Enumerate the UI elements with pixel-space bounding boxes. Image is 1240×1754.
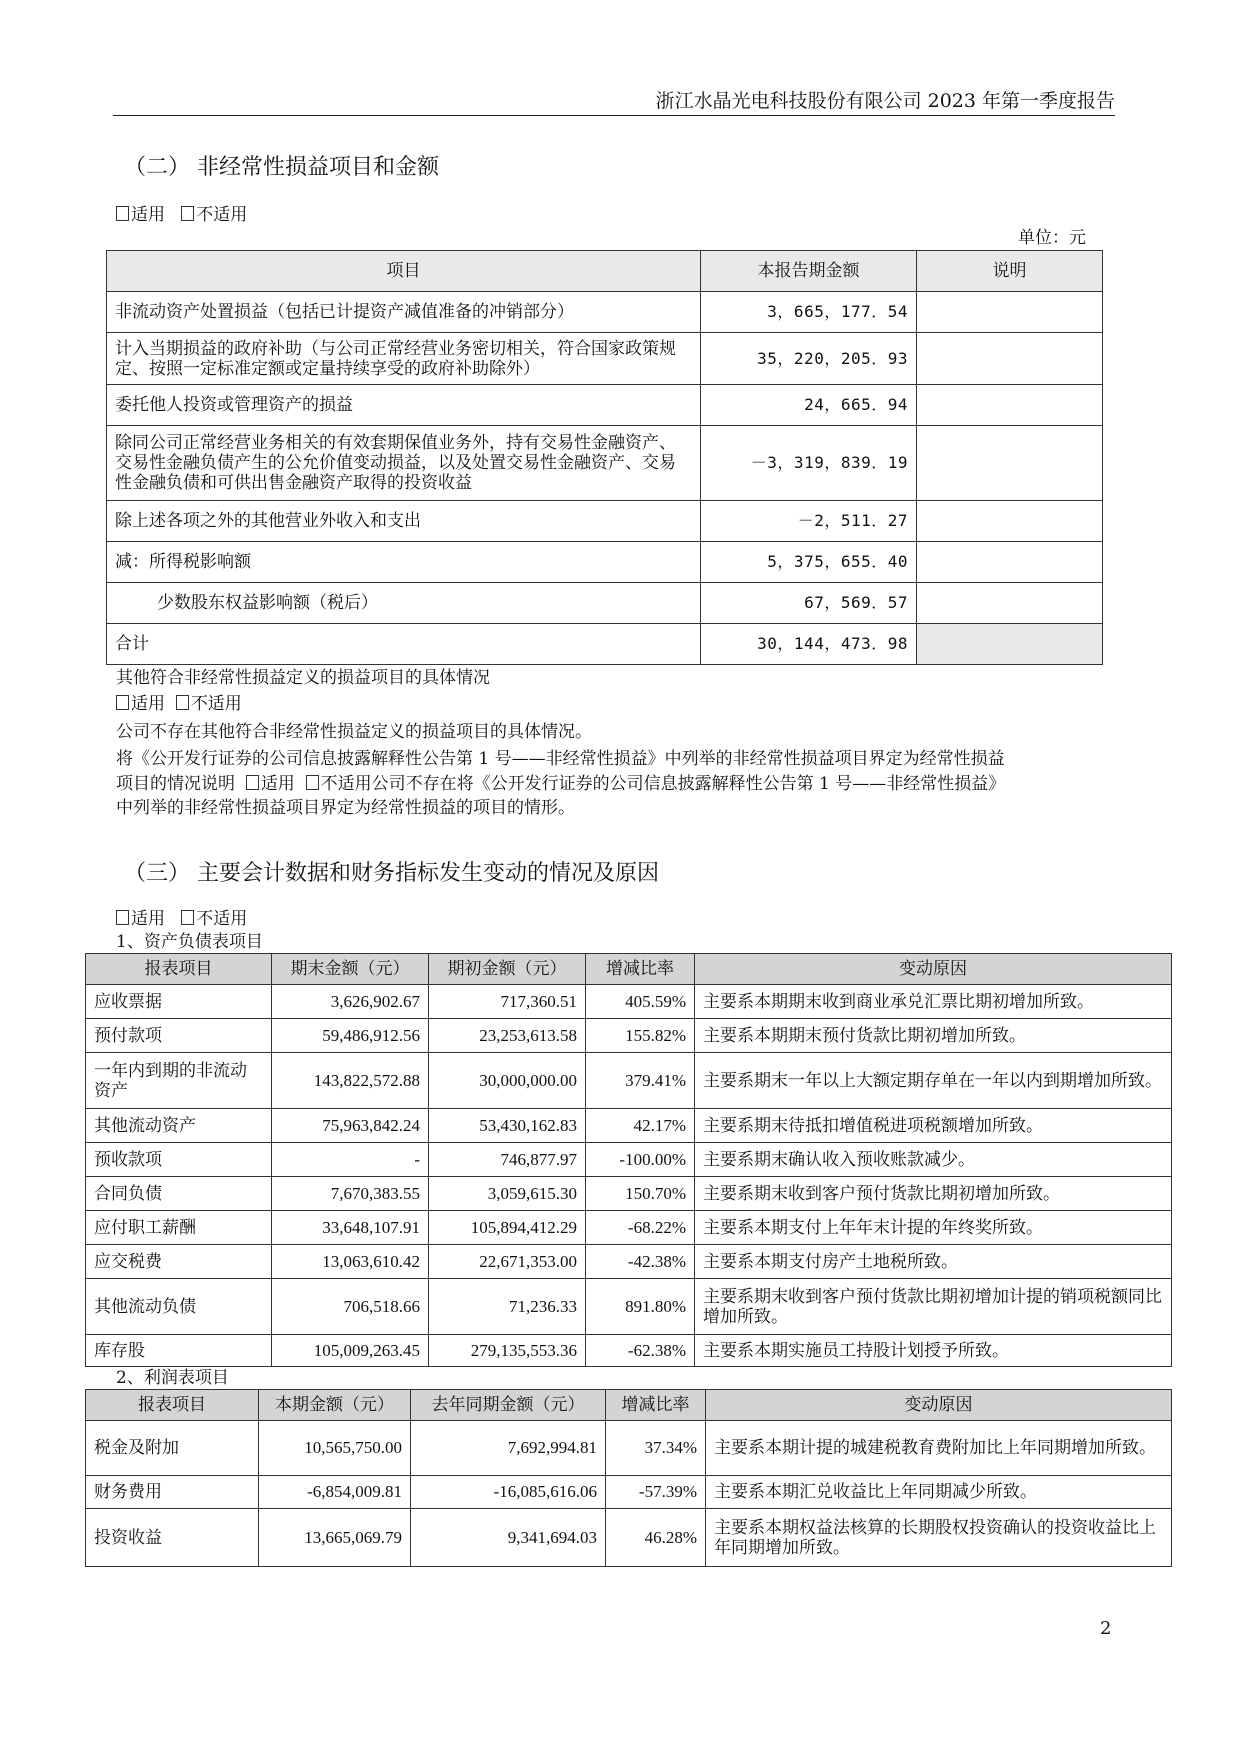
table-row [86, 1143, 1172, 1177]
row-item: 预收款项 [86, 1143, 272, 1177]
row-start: 279,135,553.36 [429, 1335, 586, 1367]
checkbox-applicable-checked [116, 206, 129, 221]
row-rate: 42.17% [586, 1109, 695, 1143]
header-divider [113, 115, 1115, 116]
row-item: 其他流动负债 [86, 1279, 272, 1335]
row-item: 合同负债 [86, 1177, 272, 1211]
table-row [86, 1053, 1172, 1109]
table-row [86, 1421, 1172, 1476]
row-amount: 30，144，473．98 [701, 624, 917, 665]
not-applicable-label: 不适用 [190, 694, 242, 714]
definition-line-2 [116, 775, 1005, 793]
row-reason: 主要系本期期末收到商业承兑汇票比期初增加所致。 [695, 985, 1172, 1019]
row-reason: 主要系本期支付房产土地税所致。 [695, 1245, 1172, 1279]
row-reason: 主要系本期汇兑收益比上年同期减少所致。 [706, 1476, 1172, 1509]
table-row [86, 1019, 1172, 1053]
row-note [917, 333, 1103, 385]
row-reason: 主要系本期期末预付货款比期初增加所致。 [695, 1019, 1172, 1053]
row-reason: 主要系本期实施员工持股计划授予所致。 [695, 1335, 1172, 1367]
report-header: 浙江水晶光电科技股份有限公司 2023 年第一季度报告 [655, 90, 1115, 112]
row-rate: 150.70% [586, 1177, 695, 1211]
row-rate: 155.82% [586, 1019, 695, 1053]
row-reason: 主要系期末确认收入预收账款减少。 [695, 1143, 1172, 1177]
col-header-item: 报表项目 [86, 1390, 259, 1421]
table-row [86, 1177, 1172, 1211]
row-start: 3,059,615.30 [429, 1177, 586, 1211]
row-item: 预付款项 [86, 1019, 272, 1053]
table-row [86, 985, 1172, 1019]
row-start: 22,671,353.00 [429, 1245, 586, 1279]
row-rate: 46.28% [606, 1509, 706, 1567]
row-end: 13,063,610.42 [272, 1245, 429, 1279]
row-end: 706,518.66 [272, 1279, 429, 1335]
row-rate: -62.38% [586, 1335, 695, 1367]
row-note [917, 426, 1103, 501]
income-statement-table [85, 1389, 1172, 1567]
not-applicable-label: 不适用 [196, 909, 248, 929]
table-row [86, 1509, 1172, 1567]
row-reason: 主要系本期计提的城建税教育费附加比上年同期增加所致。 [706, 1421, 1172, 1476]
unit-label: 单位：元 [1018, 228, 1086, 248]
row-rate: -68.22% [586, 1211, 695, 1245]
row-item: 应收票据 [86, 985, 272, 1019]
table-row [86, 1476, 1172, 1509]
row-current: 13,665,069.79 [259, 1509, 411, 1567]
row-item: 委托他人投资或管理资产的损益 [107, 385, 701, 426]
table-row [107, 542, 1103, 583]
row-amount: －3，319，839．19 [701, 426, 917, 501]
checkbox-not-applicable [181, 910, 194, 925]
section2-applicability [116, 206, 247, 224]
balance-sheet-title: 1、资产负债表项目 [116, 932, 263, 952]
row-item: 非流动资产处置损益（包括已计提资产减值准备的冲销部分） [107, 292, 701, 333]
page-number: 2 [1100, 1618, 1112, 1639]
section3-applicability [116, 910, 247, 928]
row-end: 143,822,572.88 [272, 1053, 429, 1109]
section3-heading: （三） 主要会计数据和财务指标发生变动的情况及原因 [124, 861, 659, 886]
row-amount: 67，569．57 [701, 583, 917, 624]
col-header-amount: 本报告期金额 [701, 251, 917, 292]
checkbox-applicable-checked [116, 910, 129, 925]
row-note [917, 385, 1103, 426]
row-note [917, 583, 1103, 624]
row-end: 33,648,107.91 [272, 1211, 429, 1245]
row-prior: 9,341,694.03 [411, 1509, 606, 1567]
row-item: 税金及附加 [86, 1421, 259, 1476]
row-end: 75,963,842.24 [272, 1109, 429, 1143]
col-header-end: 期末金额（元） [272, 954, 429, 985]
checkbox-not-applicable-checked [306, 775, 319, 790]
col-header-reason: 变动原因 [695, 954, 1172, 985]
nonrecurring-table [106, 250, 1103, 665]
table-header-row [86, 1390, 1172, 1421]
row-rate: 379.41% [586, 1053, 695, 1109]
row-item: 应交税费 [86, 1245, 272, 1279]
row-amount: 5，375，655．40 [701, 542, 917, 583]
row-amount: －2，511．27 [701, 501, 917, 542]
row-current: 10,565,750.00 [259, 1421, 411, 1476]
row-start: 30,000,000.00 [429, 1053, 586, 1109]
checkbox-applicable [246, 775, 259, 790]
row-item: 一年内到期的非流动资产 [86, 1053, 272, 1109]
row-start: 746,877.97 [429, 1143, 586, 1177]
row-item: 财务费用 [86, 1476, 259, 1509]
balance-sheet-table [85, 953, 1172, 1367]
row-item: 除同公司正常经营业务相关的有效套期保值业务外，持有交易性金融资产、交易性金融负债产生的公允价值变动损益，以及处置交易性金融资产、交易性金融负债和可供出售金融资产取得的投资收益 [107, 426, 701, 501]
table-row [107, 385, 1103, 426]
row-reason: 主要系期末待抵扣增值税进项税额增加所致。 [695, 1109, 1172, 1143]
row-reason: 主要系期末收到客户预付货款比期初增加计提的销项税额同比增加所致。 [695, 1279, 1172, 1335]
table-row [86, 1279, 1172, 1335]
col-header-prior: 去年同期金额（元） [411, 1390, 606, 1421]
row-item: 投资收益 [86, 1509, 259, 1567]
row-start: 53,430,162.83 [429, 1109, 586, 1143]
row-reason: 主要系期末收到客户预付货款比期初增加所致。 [695, 1177, 1172, 1211]
row-reason: 主要系本期支付上年年末计提的年终奖所致。 [695, 1211, 1172, 1245]
applicable-label: 适用 [260, 774, 295, 794]
definition-line-1: 将《公开发行证券的公司信息披露解释性公告第 1 号——非经常性损益》中列举的非经常性损益项目界定为经常性损益 [116, 749, 1005, 769]
table-row [86, 1245, 1172, 1279]
col-header-reason: 变动原因 [706, 1390, 1172, 1421]
col-header-item: 报表项目 [86, 954, 272, 985]
row-start: 71,236.33 [429, 1279, 586, 1335]
applicable-label: 适用 [131, 909, 165, 929]
row-note [917, 542, 1103, 583]
row-amount: 24，665．94 [701, 385, 917, 426]
table-header-row [107, 251, 1103, 292]
row-item: 其他流动资产 [86, 1109, 272, 1143]
income-statement-title: 2、利润表项目 [116, 1368, 229, 1388]
not-applicable-label: 不适用 [196, 205, 248, 225]
row-prior: -16,085,616.06 [411, 1476, 606, 1509]
table-row [107, 292, 1103, 333]
row-item: 计入当期损益的政府补助（与公司正常经营业务密切相关，符合国家政策规定、按照一定标准定额或定量持续享受的政府补助除外） [107, 333, 701, 385]
row-reason: 主要系本期权益法核算的长期股权投资确认的投资收益比上年同期增加所致。 [706, 1509, 1172, 1567]
table-row [107, 501, 1103, 542]
row-note [917, 624, 1103, 665]
col-header-note: 说明 [917, 251, 1103, 292]
row-end: 7,670,383.55 [272, 1177, 429, 1211]
checkbox-not-applicable [181, 206, 194, 221]
definition-line-3: 中列举的非经常性损益项目界定为经常性损益的项目的情形。 [116, 798, 575, 818]
row-amount: 35，220，205．93 [701, 333, 917, 385]
row-end: 3,626,902.67 [272, 985, 429, 1019]
row-start: 717,360.51 [429, 985, 586, 1019]
col-header-start: 期初金额（元） [429, 954, 586, 985]
row-rate: -57.39% [606, 1476, 706, 1509]
row-item: 除上述各项之外的其他营业外收入和支出 [107, 501, 701, 542]
row-note [917, 292, 1103, 333]
col-header-item: 项目 [107, 251, 701, 292]
row-current: -6,854,009.81 [259, 1476, 411, 1509]
table-row [107, 426, 1103, 501]
row-start: 23,253,613.58 [429, 1019, 586, 1053]
table-row [86, 1335, 1172, 1367]
applicable-label: 适用 [131, 205, 165, 225]
row-start: 105,894,412.29 [429, 1211, 586, 1245]
table-row [86, 1109, 1172, 1143]
definition-line-2-rest: 不适用公司不存在将《公开发行证券的公司信息披露解释性公告第 1 号——非经常性损益》 [320, 774, 1006, 794]
row-item: 应付职工薪酬 [86, 1211, 272, 1245]
other-items-statement: 公司不存在其他符合非经常性损益定义的损益项目的具体情况。 [116, 722, 592, 742]
definition-line-2-lead: 项目的情况说明 [116, 774, 235, 794]
row-amount: 3，665，177．54 [701, 292, 917, 333]
col-header-rate: 增减比率 [606, 1390, 706, 1421]
section2-heading: （二） 非经常性损益项目和金额 [124, 155, 439, 180]
row-end: 105,009,263.45 [272, 1335, 429, 1367]
other-items-title: 其他符合非经常性损益定义的损益项目的具体情况 [116, 668, 490, 688]
row-item: 库存股 [86, 1335, 272, 1367]
other-items-applicability [116, 695, 242, 713]
table-row [107, 333, 1103, 385]
row-item: 少数股东权益影响额（税后） [107, 583, 701, 624]
row-end: 59,486,912.56 [272, 1019, 429, 1053]
applicable-label: 适用 [131, 694, 165, 714]
table-row [86, 1211, 1172, 1245]
table-row [107, 583, 1103, 624]
row-end: - [272, 1143, 429, 1177]
checkbox-not-applicable-checked [176, 695, 189, 710]
col-header-rate: 增减比率 [586, 954, 695, 985]
row-rate: -100.00% [586, 1143, 695, 1177]
row-rate: 37.34% [606, 1421, 706, 1476]
row-rate: 891.80% [586, 1279, 695, 1335]
row-rate: 405.59% [586, 985, 695, 1019]
row-rate: -42.38% [586, 1245, 695, 1279]
checkbox-applicable [116, 695, 129, 710]
row-note [917, 501, 1103, 542]
table-header-row [86, 954, 1172, 985]
row-prior: 7,692,994.81 [411, 1421, 606, 1476]
table-row-total [107, 624, 1103, 665]
row-reason: 主要系期末一年以上大额定期存单在一年以内到期增加所致。 [695, 1053, 1172, 1109]
col-header-current: 本期金额（元） [259, 1390, 411, 1421]
row-item: 合计 [107, 624, 701, 665]
row-item: 减：所得税影响额 [107, 542, 701, 583]
